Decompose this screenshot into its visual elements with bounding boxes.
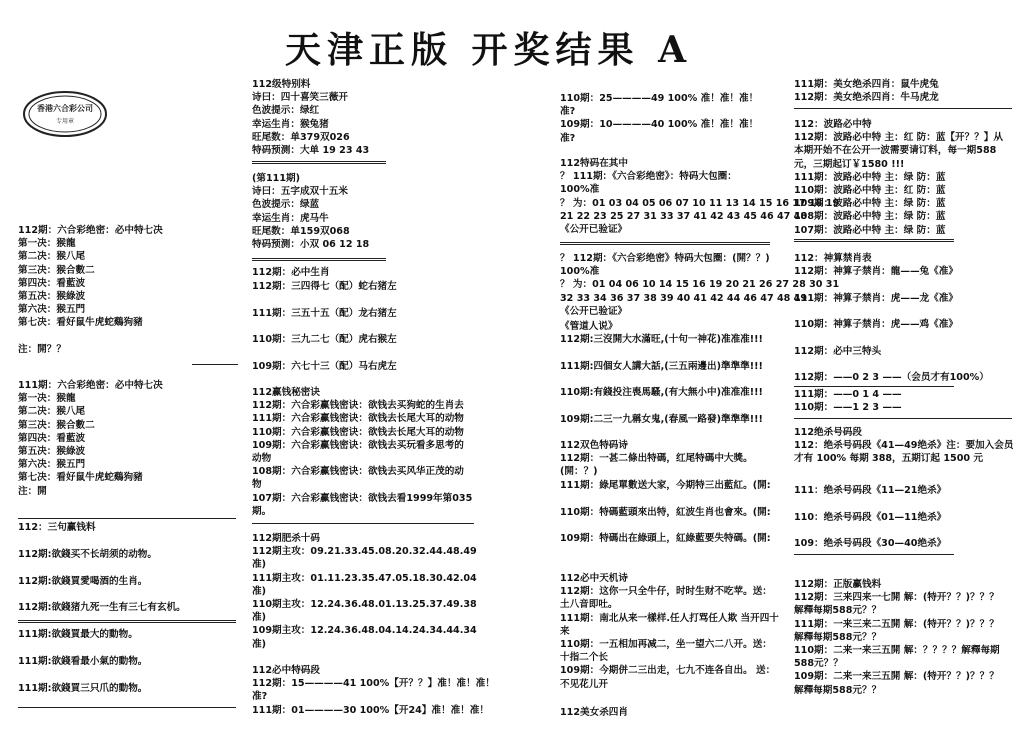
column-1 xyxy=(18,0,238,749)
col2-block-f xyxy=(252,664,495,717)
text-line: 109期：波路必中特 主：绿 防：蓝 xyxy=(794,198,946,210)
text-line: 诗曰：四十喜笑三薇开 xyxy=(252,92,348,104)
text-line: 588元？？ xyxy=(794,658,843,670)
text-line: 第五决：猴綠波 xyxy=(18,446,86,458)
text-line: 《公开已验证》 xyxy=(560,224,628,236)
text-line: 111期：美女绝杀四肖：鼠牛虎兔 xyxy=(794,79,939,90)
section-heading: 112级特别料 xyxy=(252,79,311,90)
text-line: 110期：——1 2 3 —— xyxy=(794,402,902,413)
text-line: 诗曰：五字成双十五米 xyxy=(252,186,348,198)
text-line: 107期：波路必中特 主：绿 防：蓝 xyxy=(794,224,946,236)
divider xyxy=(18,518,236,519)
text-line: 物 xyxy=(252,479,262,491)
text-line: 110期：一五相加再减二，坐一望六二八开。送： xyxy=(560,639,772,651)
text-line: 才有 100% 每期 388，五期订起 1500 元 xyxy=(794,453,984,465)
divider xyxy=(192,364,238,365)
text-line: 112：绝杀号码段《41—49绝杀》注：要加入会员 xyxy=(794,440,1014,452)
text-line: ？ 112期：《六合彩绝密》特码大包圈：(開？？) xyxy=(560,253,770,264)
text-line: (開：？) xyxy=(560,466,598,478)
text-line: 109期：六合彩赢钱密诀：欲钱去买玩看多思考的 xyxy=(252,439,464,451)
text-line: 第六决：猴五門 xyxy=(18,459,86,471)
text-line: 第七决：看好鼠牛虎蛇鷄狗豬 xyxy=(18,472,143,484)
text-line: 幸运生肖：猴兔猪 xyxy=(252,118,329,130)
text-line: 旺尾数：单379双026 xyxy=(252,131,350,143)
section-heading: 112绝杀号码段 xyxy=(794,427,862,438)
col3-block-f xyxy=(560,572,782,691)
section-heading: 112期：正版赢钱料 xyxy=(794,579,882,590)
text-line: 107期：六合彩赢钱密诀：欲钱去看1999年第035 xyxy=(252,492,473,504)
text-line: 111期:四個女人講大話,(三五兩邊出)準準準!!! xyxy=(560,361,763,372)
text-line: 注：開 xyxy=(18,485,47,497)
text-line: 112期：波路必中特 主：红 防：蓝【开？？】从 xyxy=(794,132,1003,144)
text-line: 第四决：看藍波 xyxy=(18,432,86,444)
text-line: 幸运生肖：虎马牛 xyxy=(252,212,329,224)
section-heading: 112必中特码段 xyxy=(252,665,320,676)
text-line: 十指二个长 xyxy=(560,652,608,664)
text-line: 第三决：猴合數二 xyxy=(18,264,95,276)
text-line: 解釋每期588元？？ xyxy=(794,605,882,617)
text-line: 准? xyxy=(560,132,576,144)
section-heading: 112特码在其中 xyxy=(560,158,628,169)
section-heading: 112：波路必中特 xyxy=(794,119,872,130)
text-line: 110期：特碼藍頭來出特，紅波生肖也會來。(開: xyxy=(560,507,771,518)
divider xyxy=(18,707,236,708)
text-line: 112期：三四得七（配）蛇右猪左 xyxy=(252,281,397,292)
text-line: 土八音即吐。 xyxy=(560,599,618,611)
text-line: 第七决：看好鼠牛虎蛇鷄狗豬 xyxy=(18,317,143,329)
text-line: 109期主攻：12.24.36.48.04.14.24.34.44.34 xyxy=(252,625,477,637)
text-line: 110期：六合彩赢钱密诀：欲钱去长尾大耳的动物 xyxy=(252,426,464,438)
text-line: 112期:三沒開大水滿旺,(十句一神花)准准准!!! xyxy=(560,334,763,345)
section-heading: 112期：必中生肖 xyxy=(252,267,330,278)
text-line: 112期：必中三特头 xyxy=(794,346,882,357)
section-heading: 112必中天机诗 xyxy=(560,573,628,584)
text-line: 准? xyxy=(560,106,576,118)
col1-block-a xyxy=(18,224,238,356)
text-line: 不见花儿开 xyxy=(560,678,608,690)
text-line: 第三决：猴合數二 xyxy=(18,419,95,431)
text-line: 111期：綠尾單數送大家，今期特三出藍紅。(開: xyxy=(560,479,771,491)
text-line: 元，三期起订￥1580 !!! xyxy=(794,158,905,170)
text-line: 112期主攻：09.21.33.45.08.20.32.44.48.49 xyxy=(252,546,477,558)
col4-block-f xyxy=(794,578,1016,697)
text-line: 112期:欲錢买不长胡须的动物。 xyxy=(18,549,157,560)
col2-block-a xyxy=(252,78,476,157)
text-line: 111期：——0 1 4 —— xyxy=(794,389,902,400)
text-line: 111期：神算子禁肖：虎——龙《准》 xyxy=(794,293,958,304)
text-line: 108期：波路必中特 主：绿 防：蓝 xyxy=(794,211,946,223)
col2-block-d xyxy=(252,386,476,518)
divider xyxy=(18,620,236,623)
text-line: ？ 为：01 04 06 10 14 15 16 19 20 21 26 27 28 30 31 xyxy=(560,279,840,291)
text-line: 解釋每期588元？？ xyxy=(794,631,882,643)
text-line: 特码预测：小双 06 12 18 xyxy=(252,239,370,251)
col2-block-b xyxy=(252,172,476,251)
text-line: 109：绝杀号码段《30—40绝杀》 xyxy=(794,538,947,549)
section-heading: 112赢钱秘密诀 xyxy=(252,387,320,398)
text-line: ？ 111期：《六合彩绝密》：特码大包圈： xyxy=(560,171,737,183)
text-line: 期。 xyxy=(252,505,272,517)
divider xyxy=(560,242,770,245)
col3-block-e xyxy=(560,439,782,492)
text-line: 111期：三五十五（配）龙右猪左 xyxy=(252,308,397,319)
seal-text: 香港六合彩公司 xyxy=(37,103,93,113)
text-line: 色波提示：绿蓝 xyxy=(252,199,320,211)
text-line: 112期：六合彩赢钱密诀：欲钱去买狗蛇的生肖去 xyxy=(252,400,464,412)
text-line: 111期主攻：01.11.23.35.47.05.18.30.42.04 xyxy=(252,572,477,584)
text-line: 111：绝杀号码段《11—21绝杀》 xyxy=(794,485,947,496)
text-line: 111期：南北从来一樣样.任人打骂任人欺 当开四十 xyxy=(560,612,779,624)
text-line: 112期：六合彩绝密：必中特七决 xyxy=(18,225,163,236)
text-line: 111期：六合彩绝密：必中特七决 xyxy=(18,380,163,391)
text-line: 第六决：猴五門 xyxy=(18,304,86,316)
text-line: ？ 为：01 03 04 05 06 07 10 11 13 14 15 16 17 18 19 xyxy=(560,197,840,209)
divider xyxy=(252,258,386,261)
text-line: 100%准 xyxy=(560,266,600,278)
text-line: 112期：美女绝杀四肖：牛马虎龙 xyxy=(794,92,939,104)
section-heading: 112：神算禁肖表 xyxy=(794,253,872,264)
text-line: 112期：——0 2 3 ——（会员才有100%） xyxy=(794,372,989,383)
text-line: 色波提示：绿红 xyxy=(252,105,320,117)
text-line: 本期开始不在公开一波需要请订料，每一期588 xyxy=(794,145,997,157)
text-line: 111期：六合彩赢钱密诀：欲钱去长尾大耳的动物 xyxy=(252,413,464,425)
text-line: 110：绝杀号码段《01—11绝杀》 xyxy=(794,512,947,523)
text-line: 110期主攻：12.24.36.48.01.13.25.37.49.38 xyxy=(252,599,477,611)
text-line: 112期：三来四来一七開 解：(特开？？)？？？ xyxy=(794,592,999,604)
text-line: 来 xyxy=(560,625,570,637)
text-line: 《公开已验证》 xyxy=(560,305,628,317)
text-line: 准? xyxy=(252,691,268,703)
text-line: 111期:欲錢買最大的動物。 xyxy=(18,629,138,640)
text-line: 准) xyxy=(252,612,266,624)
divider xyxy=(794,554,954,555)
divider xyxy=(794,386,954,387)
text-line xyxy=(18,330,238,343)
text-line: (第111期) xyxy=(252,173,300,184)
text-line: 111期：01————30 100%【开24】准！准！准！ xyxy=(252,704,489,716)
text-line: 109期:二三一九稱女鬼,(春風一路發)準準準!!! xyxy=(560,414,763,425)
text-line: 动物 xyxy=(252,453,272,465)
text-line: 109期：二来一来三五開 解：(特开？？)？？？ xyxy=(794,671,999,683)
text-line: 准) xyxy=(252,638,266,650)
text-line: 109期：六七十三（配）马右虎左 xyxy=(252,361,397,372)
section-heading: 112双色特码诗 xyxy=(560,440,628,451)
col4-block-a xyxy=(794,78,1016,104)
col3-block-b xyxy=(560,157,840,236)
section-heading: 112美女杀四肖 xyxy=(560,707,628,718)
text-line: 112期：一甚二條出特碼，红尾特碼中大獎。 xyxy=(560,453,753,465)
text-line: 112期：15————41 100%【开？？】准！准！准！ xyxy=(252,678,495,690)
text-line: 112期：神算子禁肖：龍——兔《准》 xyxy=(794,266,958,277)
text-line: 111期:欲錢看最小氣的動物。 xyxy=(18,656,148,667)
divider xyxy=(794,418,1012,419)
text-line: 110期：神算子禁肖：虎——鸡《准》 xyxy=(794,319,958,330)
text-line: 注：開？？ xyxy=(18,343,66,355)
text-line: 准) xyxy=(252,559,266,571)
text-line: 110期：二来一来三五開 解：？？？？解釋每期 xyxy=(794,645,1000,657)
text-line: 111期：波路必中特 主：绿 防：蓝 xyxy=(794,171,946,183)
page-title: 天津正版 开奖结果 A xyxy=(285,29,692,71)
text-line: 111期：一来三来二五開 解：(特开？？)？？？ xyxy=(794,618,999,630)
text-line: 109期：10————40 100% 准！准！准！ xyxy=(560,119,759,131)
divider xyxy=(252,523,474,524)
text-line: 21 22 23 25 27 31 33 37 41 42 43 45 46 47 48 xyxy=(560,210,808,222)
text-line: 108期：六合彩赢钱密诀：欲钱去买风华正茂的动 xyxy=(252,466,464,478)
text-line: 第四决：看藍波 xyxy=(18,277,86,289)
section-heading: 112：三句赢钱料 xyxy=(18,522,96,533)
text-line: 旺尾数：单159双068 xyxy=(252,225,350,237)
text-line: 110期：三九二七（配）虎右猴左 xyxy=(252,334,397,345)
col2-block-e xyxy=(252,532,476,651)
divider xyxy=(794,239,954,242)
section-heading: 112期肥杀十码 xyxy=(252,533,320,544)
text-line: 特码预测：大单 19 23 43 xyxy=(252,145,370,157)
text-line: 解釋每期588元？？ xyxy=(794,684,882,696)
text-line: 110期：波路必中特 主：红 防：蓝 xyxy=(794,185,946,197)
text-line: 第二决：猴八尾 xyxy=(18,406,86,418)
seal-subtext: 专用章 xyxy=(55,118,75,125)
text-line: 111期:欲錢買三只爪的動物。 xyxy=(18,683,148,694)
text-line: 第二决：猴八尾 xyxy=(18,251,86,263)
text-line: 第一决：猴龍 xyxy=(18,393,76,405)
divider xyxy=(252,161,386,164)
text-line: 110期：25————49 100% 准！准！准！ xyxy=(560,93,759,104)
text-line: 112期：这你一只全牛仔，时时生财不吃苹。送： xyxy=(560,586,772,598)
col4-block-b xyxy=(794,118,1016,237)
text-line: 112期:欲錢買愛喝酒的生肖。 xyxy=(18,576,148,587)
text-line: 110期:有錢投注喪馬騷,(有大無小中)准准准!!! xyxy=(560,387,763,398)
col3-block-a xyxy=(560,92,782,145)
text-line: 100%准 xyxy=(560,184,600,196)
divider xyxy=(794,108,1012,109)
text-line: 112期:欲錢猪九死一生有三七有玄机。 xyxy=(18,602,186,613)
text-line: 第一决：猴龍 xyxy=(18,238,76,250)
section-heading: 《管道人说》 xyxy=(560,321,618,332)
text-line: 32 33 34 36 37 38 39 40 41 42 44 46 47 48 49 xyxy=(560,292,808,304)
text-line: 第五决：猴綠波 xyxy=(18,291,86,303)
text-line: 109期：今期併二三出走，七九不连各自出。 送： xyxy=(560,665,776,677)
col1-block-b xyxy=(18,379,238,498)
text-line: 准) xyxy=(252,585,266,597)
column-4 xyxy=(794,0,1016,749)
text-line: 109期：特碼出在綠頭上，紅綠藍要失特碼。(開: xyxy=(560,533,771,544)
col4-block-e xyxy=(794,426,1016,466)
